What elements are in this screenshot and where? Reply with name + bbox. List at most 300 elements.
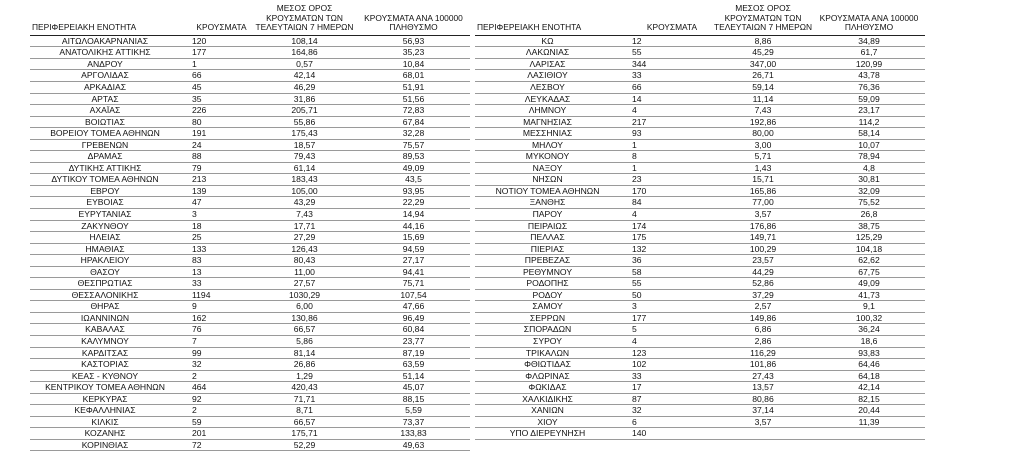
- seven-day-average: [713, 428, 813, 440]
- cases-count: 170: [620, 185, 713, 197]
- region-name: ΘΑΣΟΥ: [30, 266, 180, 278]
- cases-count: 2: [180, 405, 252, 417]
- table-row: [475, 185, 925, 197]
- cases-count: 132: [620, 243, 713, 255]
- table-row: [475, 266, 925, 278]
- cases-count: 1: [620, 139, 713, 151]
- seven-day-average: 1030,29: [252, 289, 357, 301]
- cases-per-100000: 9,1: [813, 301, 925, 313]
- seven-day-average: 7,43: [252, 208, 357, 220]
- cases-per-100000: 22,29: [357, 197, 470, 209]
- cases-per-100000: 4,8: [813, 162, 925, 174]
- table-row: [30, 278, 470, 290]
- cases-per-100000: 45,07: [357, 382, 470, 394]
- cases-count: 139: [180, 185, 252, 197]
- seven-day-average: 11,14: [713, 93, 813, 105]
- table-row: [475, 208, 925, 220]
- cases-per-100000: 14,94: [357, 208, 470, 220]
- seven-day-average: 26,71: [713, 70, 813, 82]
- region-name: ΑΝΑΤΟΛΙΚΗΣ ΑΤΤΙΚΗΣ: [30, 47, 180, 59]
- cases-count: 4: [620, 105, 713, 117]
- seven-day-average: 176,86: [713, 220, 813, 232]
- cases-count: 1: [620, 162, 713, 174]
- seven-day-average: 5,86: [252, 336, 357, 348]
- region-name: ΚΕΝΤΡΙΚΟΥ ΤΟΜΕΑ ΑΘΗΝΩΝ: [30, 382, 180, 394]
- seven-day-average: 1,29: [252, 370, 357, 382]
- table-row: [475, 174, 925, 186]
- seven-day-average: 347,00: [713, 58, 813, 70]
- table-row: [30, 336, 470, 348]
- cases-count: 177: [620, 312, 713, 324]
- cases-count: 4: [620, 336, 713, 348]
- table-row: [30, 70, 470, 82]
- header-per-line: ΚΡΟΥΣΜΑΤΑ ΑΝΑ 100000: [364, 12, 463, 23]
- cases-per-100000: 104,18: [813, 243, 925, 255]
- cases-per-100000: 51,56: [357, 93, 470, 105]
- cases-per-100000: 23,17: [813, 105, 925, 117]
- table-row: [475, 220, 925, 232]
- seven-day-average: 165,86: [713, 185, 813, 197]
- seven-day-average: 42,14: [252, 70, 357, 82]
- region-name: ΛΗΜΝΟΥ: [475, 105, 620, 117]
- seven-day-average: 6,00: [252, 301, 357, 313]
- table-row: [30, 416, 470, 428]
- region-name: ΓΡΕΒΕΝΩΝ: [30, 139, 180, 151]
- cases-per-100000: 94,59: [357, 243, 470, 255]
- cases-per-100000: 5,59: [357, 405, 470, 417]
- seven-day-average: 52,29: [252, 439, 357, 451]
- region-name: ΡΟΔΟΥ: [475, 289, 620, 301]
- region-name: ΥΠΟ ΔΙΕΡΕΥΝΗΣΗ: [475, 428, 620, 440]
- table-row: [30, 370, 470, 382]
- table-row: [475, 405, 925, 417]
- seven-day-average: 13,57: [713, 382, 813, 394]
- cases-count: 92: [180, 393, 252, 405]
- cases-per-100000: 34,89: [813, 35, 925, 47]
- seven-day-average: 2,57: [713, 301, 813, 313]
- header-cases: [620, 4, 713, 35]
- table-row: [30, 105, 470, 117]
- seven-day-average: 192,86: [713, 116, 813, 128]
- region-name: ΜΕΣΣΗΝΙΑΣ: [475, 128, 620, 140]
- region-name: ΚΑΒΑΛΑΣ: [30, 324, 180, 336]
- table-row: [30, 289, 470, 301]
- cases-per-100000: 49,09: [357, 162, 470, 174]
- cases-count: 174: [620, 220, 713, 232]
- cases-count: 55: [620, 47, 713, 59]
- table-row: [30, 266, 470, 278]
- region-name: ΝΟΤΙΟΥ ΤΟΜΕΑ ΑΘΗΝΩΝ: [475, 185, 620, 197]
- seven-day-average: 59,14: [713, 81, 813, 93]
- region-name: ΣΑΜΟΥ: [475, 301, 620, 313]
- seven-day-average: 80,43: [252, 255, 357, 267]
- region-name: ΛΑΡΙΣΑΣ: [475, 58, 620, 70]
- cases-per-100000: 38,75: [813, 220, 925, 232]
- region-name: ΗΛΕΙΑΣ: [30, 232, 180, 244]
- table-row: [475, 105, 925, 117]
- cases-per-100000: 133,83: [357, 428, 470, 440]
- cases-count: 47: [180, 197, 252, 209]
- cases-per-100000: 27,17: [357, 255, 470, 267]
- cases-per-100000: 43,78: [813, 70, 925, 82]
- cases-count: 35: [180, 93, 252, 105]
- seven-day-average: 15,71: [713, 174, 813, 186]
- cases-per-100000: 75,57: [357, 139, 470, 151]
- cases-count: 33: [620, 370, 713, 382]
- table-row: [475, 128, 925, 140]
- cases-per-100000: 42,14: [813, 382, 925, 394]
- cases-count: 13: [180, 266, 252, 278]
- region-name: ΜΥΚΟΝΟΥ: [475, 151, 620, 163]
- table-row: [475, 278, 925, 290]
- cases-count: 140: [620, 428, 713, 440]
- seven-day-average: 44,29: [713, 266, 813, 278]
- table-header-row: [475, 4, 925, 35]
- table-row: [30, 208, 470, 220]
- seven-day-average: 3,57: [713, 208, 813, 220]
- cases-count: 99: [180, 347, 252, 359]
- header-per-line: ΠΛΗΘΥΣΜΟ: [844, 22, 894, 33]
- table-row: [30, 139, 470, 151]
- table-row: [475, 312, 925, 324]
- region-name: ΑΧΑΪΑΣ: [30, 105, 180, 117]
- cases-count: 175: [620, 232, 713, 244]
- region-name: ΒΟΡΕΙΟΥ ΤΟΜΕΑ ΑΘΗΝΩΝ: [30, 128, 180, 140]
- table-row: [475, 359, 925, 371]
- seven-day-average: 45,29: [713, 47, 813, 59]
- cases-count: 83: [180, 255, 252, 267]
- cases-count: 87: [620, 393, 713, 405]
- region-name: ΔΥΤΙΚΗΣ ΑΤΤΙΚΗΣ: [30, 162, 180, 174]
- table-row: [475, 289, 925, 301]
- table-row: [30, 47, 470, 59]
- table-row: [475, 243, 925, 255]
- cases-per-100000: 100,32: [813, 312, 925, 324]
- region-name: ΠΙΕΡΙΑΣ: [475, 243, 620, 255]
- cases-count: 32: [620, 405, 713, 417]
- header-avg-line: ΤΕΛΕΥΤΑΙΩΝ 7 ΗΜΕΡΩΝ: [714, 22, 813, 33]
- table-row: [475, 370, 925, 382]
- cases-count: 33: [180, 278, 252, 290]
- seven-day-average: 105,00: [252, 185, 357, 197]
- region-name: ΙΩΑΝΝΙΝΩΝ: [30, 312, 180, 324]
- cases-count: 17: [620, 382, 713, 394]
- table-row: [475, 162, 925, 174]
- header-region: [475, 4, 620, 35]
- seven-day-average: 100,29: [713, 243, 813, 255]
- seven-day-average: 8,86: [713, 35, 813, 47]
- cases-per-100000: 125,29: [813, 232, 925, 244]
- header-avg-line: ΜΕΣΟΣ ΟΡΟΣ: [276, 3, 333, 13]
- cases-count: 123: [620, 347, 713, 359]
- seven-day-average: 6,86: [713, 324, 813, 336]
- table-row: [475, 151, 925, 163]
- cases-count: 2: [180, 370, 252, 382]
- table-row: [475, 416, 925, 428]
- region-name: ΚΑΣΤΟΡΙΑΣ: [30, 359, 180, 371]
- header-avg-line: ΚΡΟΥΣΜΑΤΩΝ ΤΩΝ: [266, 12, 343, 23]
- seven-day-average: 17,71: [252, 220, 357, 232]
- cases-per-100000: 60,84: [357, 324, 470, 336]
- header-region-label: ΠΕΡΙΦΕΡΕΙΑΚΗ ΕΝΟΤΗΤΑ: [32, 22, 137, 33]
- cases-per-100000: 51,91: [357, 81, 470, 93]
- cases-count: 36: [620, 255, 713, 267]
- cases-count: 25: [180, 232, 252, 244]
- region-name: ΘΕΣΠΡΩΤΙΑΣ: [30, 278, 180, 290]
- region-name: ΕΒΡΟΥ: [30, 185, 180, 197]
- table-row: [475, 116, 925, 128]
- cases-per-100000: 26,8: [813, 208, 925, 220]
- cases-count: 66: [620, 81, 713, 93]
- region-name: ΔΥΤΙΚΟΥ ΤΟΜΕΑ ΑΘΗΝΩΝ: [30, 174, 180, 186]
- table-row: [30, 324, 470, 336]
- seven-day-average: 2,86: [713, 336, 813, 348]
- region-name: ΦΘΙΩΤΙΔΑΣ: [475, 359, 620, 371]
- seven-day-average: 66,57: [252, 416, 357, 428]
- cases-count: 76: [180, 324, 252, 336]
- region-name: ΡΕΘΥΜΝΟΥ: [475, 266, 620, 278]
- header-cases-label: ΚΡΟΥΣΜΑΤΑ: [196, 22, 247, 33]
- table-row: [30, 439, 470, 451]
- region-name: ΕΥΒΟΙΑΣ: [30, 197, 180, 209]
- region-name: ΝΑΞΟΥ: [475, 162, 620, 174]
- cases-count: 133: [180, 243, 252, 255]
- table-row: [475, 255, 925, 267]
- cases-per-100000: 11,39: [813, 416, 925, 428]
- cases-count: 464: [180, 382, 252, 394]
- cases-count: 217: [620, 116, 713, 128]
- cases-count: 59: [180, 416, 252, 428]
- header-avg-line: ΜΕΣΟΣ ΟΡΟΣ: [735, 3, 791, 13]
- cases-per-100000: 49,09: [813, 278, 925, 290]
- seven-day-average: 55,86: [252, 116, 357, 128]
- region-name: ΠΕΛΛΑΣ: [475, 232, 620, 244]
- table-row: [475, 70, 925, 82]
- seven-day-average: 52,86: [713, 278, 813, 290]
- region-name: ΛΕΥΚΑΔΑΣ: [475, 93, 620, 105]
- table-row: [30, 58, 470, 70]
- cases-per-100000: 43,5: [357, 174, 470, 186]
- cases-per-100000: 120,99: [813, 58, 925, 70]
- seven-day-average: 46,29: [252, 81, 357, 93]
- seven-day-average: 149,71: [713, 232, 813, 244]
- cases-count: 23: [620, 174, 713, 186]
- cases-count: 66: [180, 70, 252, 82]
- cases-per-100000: 64,18: [813, 370, 925, 382]
- cases-per-100000: 78,94: [813, 151, 925, 163]
- cases-count: 1: [180, 58, 252, 70]
- seven-day-average: 23,57: [713, 255, 813, 267]
- cases-count: 12: [620, 35, 713, 47]
- region-name: ΠΡΕΒΕΖΑΣ: [475, 255, 620, 267]
- region-name: ΚΩ: [475, 35, 620, 47]
- region-name: ΧΑΝΙΩΝ: [475, 405, 620, 417]
- cases-count: 344: [620, 58, 713, 70]
- seven-day-average: 27,29: [252, 232, 357, 244]
- cases-per-100000: 72,83: [357, 105, 470, 117]
- region-name: ΑΡΚΑΔΙΑΣ: [30, 81, 180, 93]
- table-row: [475, 197, 925, 209]
- table-row: [475, 428, 925, 440]
- seven-day-average: 3,57: [713, 416, 813, 428]
- table-row: [30, 312, 470, 324]
- seven-day-average: 79,43: [252, 151, 357, 163]
- region-name: ΠΑΡΟΥ: [475, 208, 620, 220]
- table-row: [475, 324, 925, 336]
- cases-count: 80: [180, 116, 252, 128]
- table-row: [475, 301, 925, 313]
- cases-per-100000: 87,19: [357, 347, 470, 359]
- cases-count: 50: [620, 289, 713, 301]
- cases-count: 45: [180, 81, 252, 93]
- region-name: ΤΡΙΚΑΛΩΝ: [475, 347, 620, 359]
- cases-per-100000: 32,28: [357, 128, 470, 140]
- header-avg-line: ΤΕΛΕΥΤΑΙΩΝ 7 ΗΜΕΡΩΝ: [255, 22, 354, 33]
- region-name: ΚΟΡΙΝΘΙΑΣ: [30, 439, 180, 451]
- cases-per-100000: 23,77: [357, 336, 470, 348]
- cases-count: 201: [180, 428, 252, 440]
- table-row: [475, 139, 925, 151]
- seven-day-average: 80,86: [713, 393, 813, 405]
- table-row: [475, 393, 925, 405]
- seven-day-average: 61,14: [252, 162, 357, 174]
- region-name: ΘΕΣΣΑΛΟΝΙΚΗΣ: [30, 289, 180, 301]
- seven-day-average: 18,57: [252, 139, 357, 151]
- seven-day-average: 420,43: [252, 382, 357, 394]
- cases-count: 3: [620, 301, 713, 313]
- cases-count: 9: [180, 301, 252, 313]
- seven-day-average: 37,29: [713, 289, 813, 301]
- region-name: ΛΕΣΒΟΥ: [475, 81, 620, 93]
- seven-day-average: 108,14: [252, 35, 357, 47]
- cases-count: 4: [620, 208, 713, 220]
- seven-day-average: 164,86: [252, 47, 357, 59]
- cases-table-left: [30, 4, 470, 451]
- header-per-line: ΚΡΟΥΣΜΑΤΑ ΑΝΑ 100000: [819, 12, 919, 23]
- table-row: [30, 220, 470, 232]
- cases-per-100000: 62,62: [813, 255, 925, 267]
- seven-day-average: 81,14: [252, 347, 357, 359]
- seven-day-average: 175,43: [252, 128, 357, 140]
- header-region-label: ΠΕΡΙΦΕΡΕΙΑΚΗ ΕΝΟΤΗΤΑ: [477, 22, 582, 33]
- cases-count: 102: [620, 359, 713, 371]
- table-row: [30, 93, 470, 105]
- region-name: ΛΑΚΩΝΙΑΣ: [475, 47, 620, 59]
- seven-day-average: 7,43: [713, 105, 813, 117]
- cases-table-right: [475, 4, 925, 440]
- table-row: [475, 58, 925, 70]
- cases-count: 1194: [180, 289, 252, 301]
- cases-per-100000: 94,41: [357, 266, 470, 278]
- region-name: ΑΡΤΑΣ: [30, 93, 180, 105]
- seven-day-average: 27,43: [713, 370, 813, 382]
- cases-count: 58: [620, 266, 713, 278]
- seven-day-average: 149,86: [713, 312, 813, 324]
- table-row: [30, 243, 470, 255]
- table-row: [30, 255, 470, 267]
- table-row: [475, 35, 925, 47]
- cases-count: 177: [180, 47, 252, 59]
- seven-day-average: 130,86: [252, 312, 357, 324]
- cases-per-100000: 49,63: [357, 439, 470, 451]
- table-row: [30, 162, 470, 174]
- cases-per-100000: 15,69: [357, 232, 470, 244]
- region-name: ΗΜΑΘΙΑΣ: [30, 243, 180, 255]
- cases-per-100000: 68,01: [357, 70, 470, 82]
- cases-count: 226: [180, 105, 252, 117]
- cases-per-100000: 51,14: [357, 370, 470, 382]
- table-row: [30, 81, 470, 93]
- cases-per-100000: 75,71: [357, 278, 470, 290]
- region-name: ΡΟΔΟΠΗΣ: [475, 278, 620, 290]
- seven-day-average: 37,14: [713, 405, 813, 417]
- region-name: ΖΑΚΥΝΘΟΥ: [30, 220, 180, 232]
- header-7day-average: [252, 4, 357, 35]
- cases-count: 191: [180, 128, 252, 140]
- seven-day-average: 80,00: [713, 128, 813, 140]
- table-row: [475, 382, 925, 394]
- cases-per-100000: 18,6: [813, 336, 925, 348]
- region-name: ΧΙΟΥ: [475, 416, 620, 428]
- cases-per-100000: 67,84: [357, 116, 470, 128]
- seven-day-average: 5,71: [713, 151, 813, 163]
- table-row: [475, 336, 925, 348]
- table-body-left: [30, 35, 470, 451]
- table-row: [30, 185, 470, 197]
- table-row: [475, 81, 925, 93]
- region-name: ΚΑΛΥΜΝΟΥ: [30, 336, 180, 348]
- cases-per-100000: 88,15: [357, 393, 470, 405]
- cases-per-100000: 93,95: [357, 185, 470, 197]
- header-cases-label: ΚΡΟΥΣΜΑΤΑ: [646, 22, 698, 33]
- cases-count: 213: [180, 174, 252, 186]
- cases-per-100000: 10,07: [813, 139, 925, 151]
- region-name: ΚΕΦΑΛΛΗΝΙΑΣ: [30, 405, 180, 417]
- cases-count: 3: [180, 208, 252, 220]
- seven-day-average: 0,57: [252, 58, 357, 70]
- cases-per-100000: 89,53: [357, 151, 470, 163]
- table-row: [30, 405, 470, 417]
- header-region: [30, 4, 180, 35]
- table-row: [30, 301, 470, 313]
- region-name: ΝΗΣΩΝ: [475, 174, 620, 186]
- header-per-100000: [813, 4, 925, 35]
- table-row: [30, 393, 470, 405]
- cases-count: 162: [180, 312, 252, 324]
- seven-day-average: 3,00: [713, 139, 813, 151]
- cases-per-100000: 59,09: [813, 93, 925, 105]
- table-row: [30, 35, 470, 47]
- seven-day-average: 66,57: [252, 324, 357, 336]
- cases-count: 33: [620, 70, 713, 82]
- table-row: [30, 128, 470, 140]
- cases-per-100000: 64,46: [813, 359, 925, 371]
- cases-per-100000: 114,2: [813, 116, 925, 128]
- region-name: ΞΑΝΘΗΣ: [475, 197, 620, 209]
- header-per-100000: [357, 4, 470, 35]
- seven-day-average: 8,71: [252, 405, 357, 417]
- cases-count: 7: [180, 336, 252, 348]
- seven-day-average: 116,29: [713, 347, 813, 359]
- cases-per-100000: 20,44: [813, 405, 925, 417]
- cases-per-100000: 93,83: [813, 347, 925, 359]
- cases-count: 18: [180, 220, 252, 232]
- region-name: ΚΕΡΚΥΡΑΣ: [30, 393, 180, 405]
- table-row: [30, 347, 470, 359]
- header-7day-average: [713, 4, 813, 35]
- cases-count: 93: [620, 128, 713, 140]
- region-name: ΜΗΛΟΥ: [475, 139, 620, 151]
